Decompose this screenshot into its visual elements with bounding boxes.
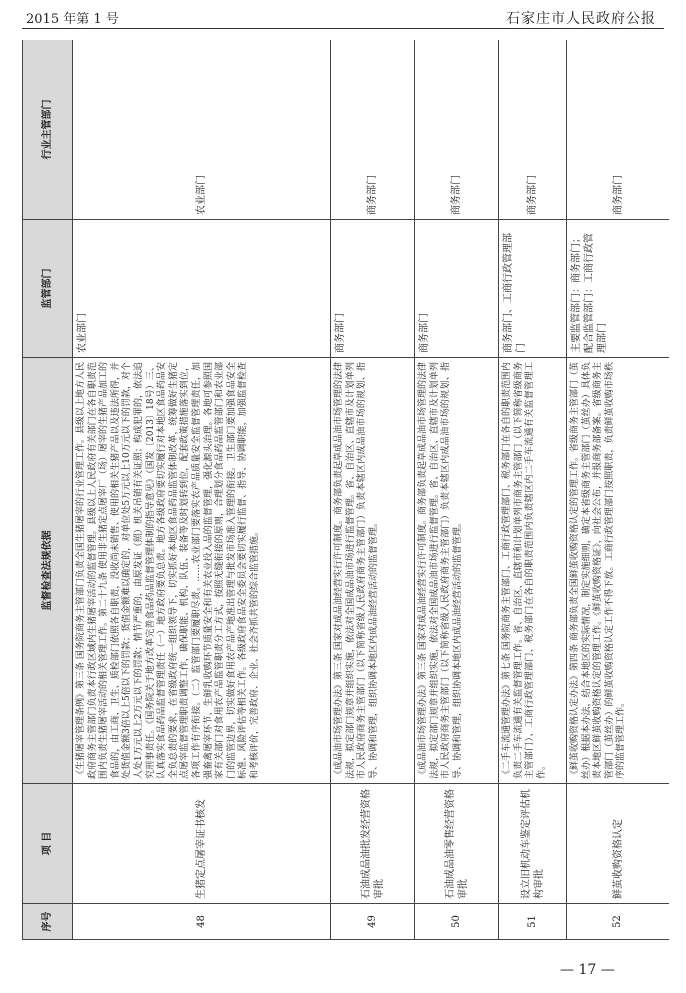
row-supervisor: 商务部门、工商行政管理部门 <box>499 220 567 358</box>
row-seq: 48 <box>73 904 331 940</box>
row-item: 石油成品油零售经营资格审批 <box>415 784 499 904</box>
header-divider <box>22 28 664 29</box>
table-row <box>73 40 331 940</box>
row-basis: 《成品油市场管理办法》第三条 国家对成品油经营实行许可制度。商务部负责起草成品油市场管理的法律法规，拟定部门规章并组织实施，依法对全国成品油市场进行监督管理。省、自治区、直辖市及计划单列市人民政府商务主管部门（以下简称省级人民政府商务主管部门）负责本辖区内成品油市场的规划、指导、协调和管理，组织协调本地区内成品油经营活动的监督管理。 <box>331 358 415 784</box>
row-industry: 农业部门 <box>73 40 331 220</box>
table-row <box>567 40 670 940</box>
row-industry: 商务部门 <box>567 40 670 220</box>
row-seq: 50 <box>415 904 499 940</box>
page-number: — 17 — <box>560 962 615 978</box>
row-item: 设立旧机动车鉴定评估机构审批 <box>499 784 567 904</box>
row-item: 鲜茧收购资格认定 <box>567 784 670 904</box>
supervision-table <box>22 40 669 940</box>
table-row <box>331 40 415 940</box>
row-industry: 商务部门 <box>331 40 415 220</box>
publication-title: 石家庄市人民政府公报 <box>506 11 656 27</box>
row-industry: 商务部门 <box>499 40 567 220</box>
header-basis: 监督检查法规依据 <box>23 358 73 784</box>
row-item: 生猪定点屠宰证书核发 <box>73 784 331 904</box>
issue-label: 2015 年第 1 号 <box>26 12 119 27</box>
table-row <box>415 40 499 940</box>
row-supervisor: 农业部门 <box>73 220 331 358</box>
rotated-table-container <box>22 40 669 940</box>
row-basis: 《成品油市场管理办法》第三条 国家对成品油经营实行许可制度。商务部负责起草成品油市场管理的法律法规，拟定部门规章并组织实施，依法对全国成品油市场进行监督管理。省、自治区、直辖市及计划单列市人民政府商务主管部门（以下简称省级人民政府商务主管部门）负责本辖区内成品油市场的规划、指导、协调和管理，组织协调本地区内成品油经营活动的监督管理。 <box>415 358 499 784</box>
header-supervisor: 监管部门 <box>23 220 73 358</box>
row-seq: 51 <box>499 904 567 940</box>
header-industry: 行业主管部门 <box>23 40 73 220</box>
row-supervisor: 商务部门 <box>331 220 415 358</box>
table-row <box>499 40 567 940</box>
row-industry: 商务部门 <box>415 40 499 220</box>
header-item: 项 目 <box>23 784 73 904</box>
row-basis: 《二手车流通管理办法》第七条 国务院商务主管部门、工商行政管理部门、税务部门在各自的职责范围内负责二手车流通有关监督管理工作。省、自治区、直辖市和计划单列市商务主管部门（以下简称省级商务主管部门）、工商行政管理部门、税务部门在各自的职责范围内负责辖区内二手车流通有关监督管理工作。 <box>499 358 567 784</box>
row-basis: 《生猪屠宰管理条例》第三条 国务院商务主管部门负责全国生猪屠宰的行业管理工作。县级以上地方人民政府商务主管部门负责本行政区域内生猪屠宰活动的监督管理。县级以上人民政府有关部门在各自职责范围内负责生猪屠宰活动的相关管理工作。第二十九条 使用非生猪定点屠宰厂（场）屠宰的生猪产品加工的食品的，由工商、卫生、质检部门依照各自职责，没收尚未销售、使用的相关生猪产品以及违法所得，并处货值金额3倍以上5倍以下的罚款；货值金额难以确定的，对单位处5万元以上10万元以下的罚款，对个人处1万元以上2万元以下的罚款；情节严重的，由原发证（照）机关吊销有关证照；构成犯罪的，依法追究刑事责任。《国务院关于地方改革完善食品药品监督管理体制的指导意见》（国发〔2013〕18号）三、认真落实食品药品监督管理责任（一）地方政府要负总责。地方各级政府要切实履行对本地区食品药品安全负总责的要求，在省级政府统一组织领导下，切实抓好本地区食品药品监管体制改革，统筹做好生猪定点屠宰监督管理职责调整工作，确保职能、机构、队伍、装备等及时划转到位，配套政策措施落实到位，各项工作有序衔接。（二）监管部门要履职尽责。……农业部门要落实农产品质量安全监督管理责任，加强畜禽屠宰环节、生鲜乳收购环节质量安全和有关农业投入品的监督管理，强化源头治理。各地可参照国家有关部门对食用农产品监管职责分工方式，按照无缝衔接的原则，合理划分食品药品监管部门和农业部门的监管边界，切实做好食用农产品产地准出管理与批发市场准入管理的衔接。卫生部门要加强食品安全标准、风险评估等相关工作。各级政府食品安全委员会要切实履行监督、指导、协调职能，加强监督检查和考核评价，完善政府、企业、社会齐抓共管的综合监管措施。 <box>73 358 331 784</box>
row-seq: 49 <box>331 904 415 940</box>
row-supervisor: 商务部门 <box>415 220 499 358</box>
header-seq: 序号 <box>23 904 73 940</box>
table-frame <box>22 40 669 940</box>
row-seq: 52 <box>567 904 670 940</box>
row-item: 石油成品油批发经营资格审批 <box>331 784 415 904</box>
row-basis: 《鲜茧收购资格认定办法》第四条 商务部负责全国鲜茧收购资格认定的管理工作。省级商务主管部门（茧丝办）根据本办法，结合本地区的实际情况，制定实施细则，确定本省级商务主管部门（茧丝办）具体负责本地区鲜茧收购资格认定的管理工作。《鲜茧收购资格证》，向社会公布，并报商务部备案。省级商务主管部门（茧丝办）的鲜茧收购资格认定工作不得下放。工商行政管理部门按照职责，负责鲜茧收购市场秩序的监督管理工作。 <box>567 358 670 784</box>
table-header-row <box>23 40 73 940</box>
row-supervisor: 主要监管部门：商务部门；配合监管部门：工商行政管理部门 <box>567 220 670 358</box>
